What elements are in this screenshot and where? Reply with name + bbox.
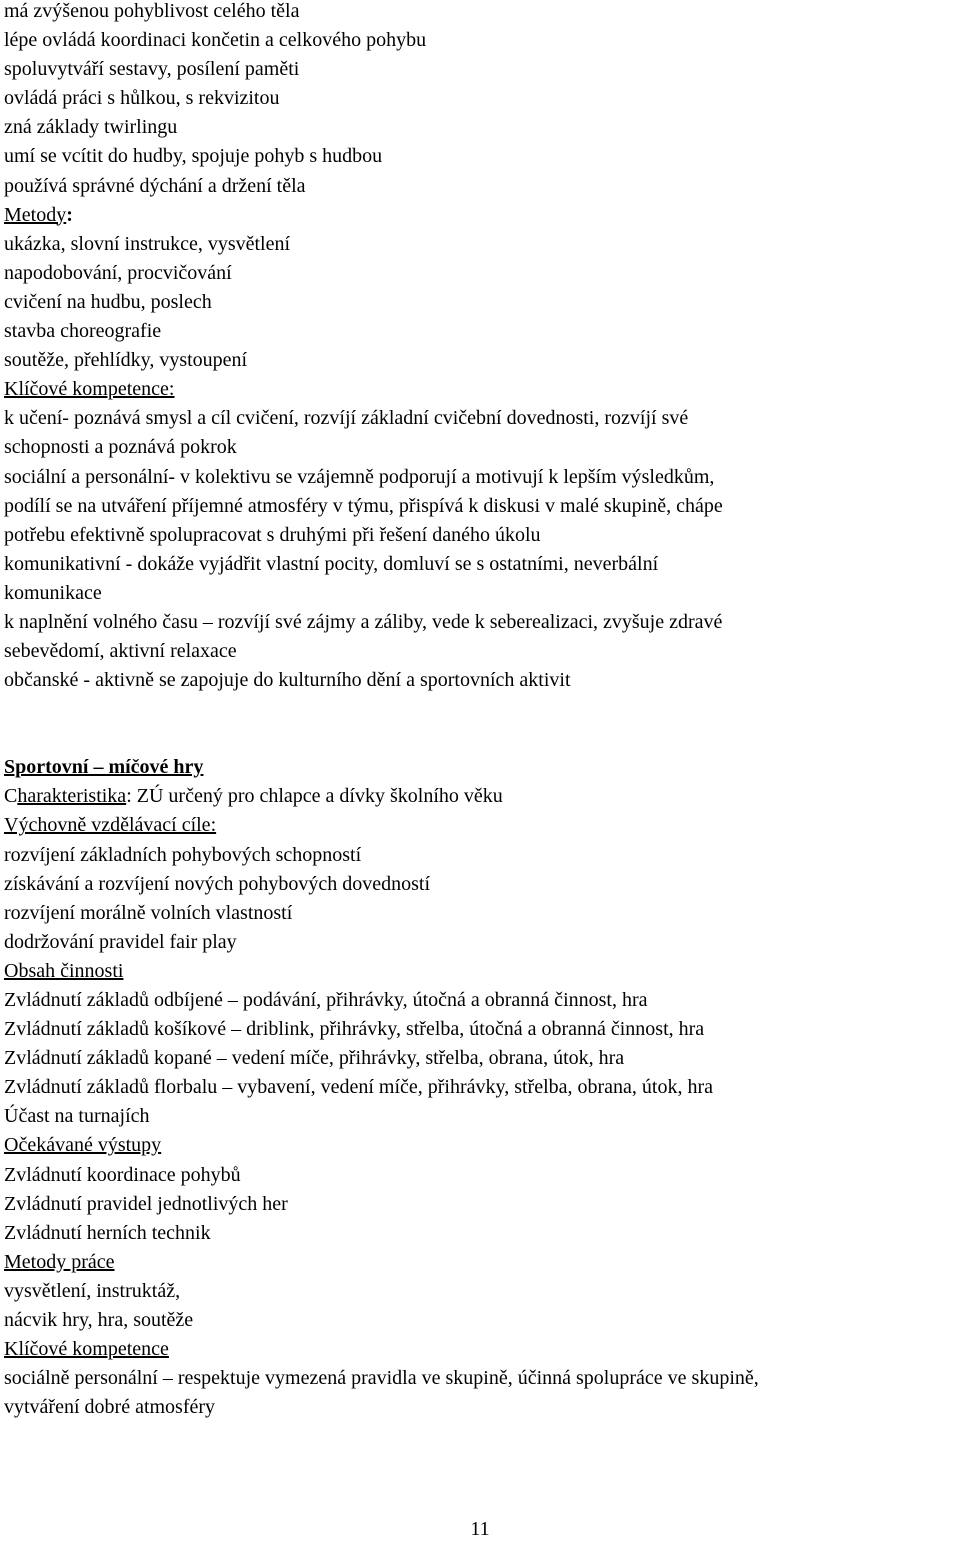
document-page <box>4 0 956 1422</box>
metody-heading: Metody <box>4 203 67 226</box>
obsah-heading: Obsah činnosti <box>4 959 124 982</box>
kompetence-heading: Klíčové kompetence: <box>4 378 175 401</box>
list-item: nácvik hry, hra, soutěže <box>4 1309 194 1332</box>
text-line: sebevědomí, aktivní relaxace <box>4 640 237 663</box>
charakteristika-heading: harakteristika <box>17 785 127 808</box>
vystupy-heading: Očekávané výstupy <box>4 1134 162 1157</box>
list-item: dodržování pravidel fair play <box>4 930 237 953</box>
list-item: rozvíjení morálně volních vlastností <box>4 901 293 924</box>
text-line: má zvýšenou pohyblivost celého těla <box>4 0 300 22</box>
kompetence2-heading: Klíčové kompetence <box>4 1338 169 1361</box>
text-line: ovládá práci s hůlkou, s rekvizitou <box>4 87 280 110</box>
list-item: cvičení na hudbu, poslech <box>4 290 212 313</box>
text-line: k naplnění volného času – rozvíjí své zájmy a záliby, vede k seberealizaci, zvyšuje zdravé <box>4 610 723 633</box>
list-item: Zvládnutí základů odbíjené – podávání, přihrávky, útočná a obranná činnost, hra <box>4 989 648 1011</box>
text-line: umí se vcítit do hudby, spojuje pohyb s hudbou <box>4 145 383 168</box>
text-line: potřebu efektivně spolupracovat s druhými při řešení daného úkolu <box>4 523 541 546</box>
text-line: občanské - aktivně se zapojuje do kulturního dění a sportovních aktivit <box>4 669 571 692</box>
cile-heading: Výchovně vzdělávací cíle: <box>4 814 217 837</box>
text-line: vytváření dobré atmosféry <box>4 1396 216 1419</box>
metody-heading-line <box>4 201 956 230</box>
text-line: sociálně personální – respektuje vymezená pravidla ve skupině, účinná spolupráce ve skupině, <box>4 1367 759 1390</box>
text-line: zná základy twirlingu <box>4 116 178 139</box>
list-item: Zvládnutí koordinace pohybů <box>4 1163 241 1186</box>
list-item: ukázka, slovní instrukce, vysvětlení <box>4 232 291 255</box>
text-line: k učení- poznává smysl a cíl cvičení, rozvíjí základní cvičební dovednosti, rozvíjí své <box>4 407 689 430</box>
list-item: získávání a rozvíjení nových pohybových dovedností <box>4 872 431 895</box>
list-item: Zvládnutí herních technik <box>4 1221 211 1244</box>
list-item: rozvíjení základních pohybových schopností <box>4 843 362 866</box>
charakteristika-prefix: C <box>4 785 18 808</box>
list-item: vysvětlení, instruktáž, <box>4 1279 181 1302</box>
text-line: lépe ovládá koordinaci končetin a celkového pohybu <box>4 29 427 52</box>
text-line: komunikace <box>4 581 102 604</box>
text-line: schopnosti a poznává pokrok <box>4 436 237 459</box>
text-line: spoluvytváří sestavy, posílení paměti <box>4 58 300 81</box>
page-number: 11 <box>470 1518 490 1540</box>
metody-colon: : <box>66 203 73 226</box>
section-gap <box>4 695 956 753</box>
list-item: Zvládnutí základů florbalu – vybavení, vedení míče, přihrávky, střelba, obrana, útok, hra <box>4 1076 714 1099</box>
text-line: podílí se na utváření příjemné atmosféry v týmu, přispívá k diskusi v malé skupině, chápe <box>4 494 723 517</box>
text-line: používá správné dýchání a držení těla <box>4 174 306 197</box>
metody-prace-heading: Metody práce <box>4 1250 115 1273</box>
list-item: napodobování, procvičování <box>4 261 232 284</box>
list-item: Zvládnutí základů košíkové – driblink, přihrávky, střelba, útočná a obranná činnost, hra <box>4 1018 705 1041</box>
charakteristika-text: : ZÚ určený pro chlapce a dívky školního věku <box>126 785 503 808</box>
text-line: sociální a personální- v kolektivu se vzájemně podporují a motivují k lepším výsledkům, <box>4 465 715 488</box>
list-item: Zvládnutí základů kopané – vedení míče, přihrávky, střelba, obrana, útok, hra <box>4 1047 625 1070</box>
section-title: Sportovní – míčové hry <box>4 756 204 779</box>
list-item: soutěže, přehlídky, vystoupení <box>4 349 248 372</box>
list-item: stavba choreografie <box>4 320 162 343</box>
charakteristika-line <box>4 782 956 811</box>
list-item: Účast na turnajích <box>4 1105 150 1128</box>
text-line: komunikativní - dokáže vyjádřit vlastní pocity, domluví se s ostatními, neverbální <box>4 552 659 575</box>
list-item: Zvládnutí pravidel jednotlivých her <box>4 1192 288 1215</box>
